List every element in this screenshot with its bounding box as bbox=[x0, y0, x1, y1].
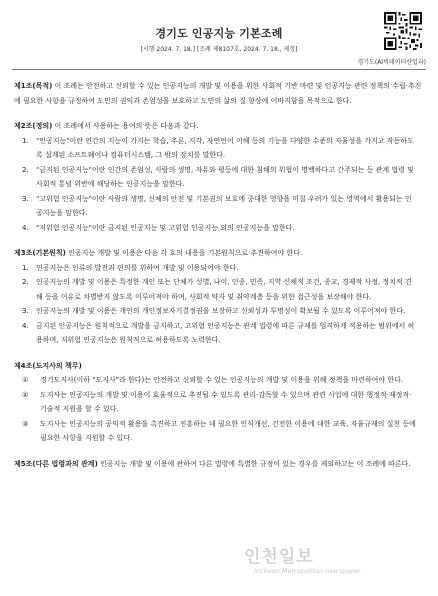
article-text: 이 조례에서 사용하는 용어의 뜻은 다음과 같다. bbox=[52, 122, 199, 130]
item-number: 1. bbox=[22, 263, 29, 272]
item-number: 3. bbox=[22, 307, 29, 315]
list-item bbox=[14, 163, 424, 192]
item-text: "고위험 인공지능"이란 사람의 생명, 신체의 안전 및 기본권의 보호에 중대한 영향을 미칠 우려가 있는 영역에서 활용되는 인공지능을 말한다. bbox=[36, 194, 412, 217]
article-text: 인공지능 개발 및 이용은 다음 각 호의 내용을 기본원칙으로 추진하여야 한다. bbox=[65, 249, 303, 257]
list-item bbox=[14, 221, 424, 236]
list-item bbox=[14, 319, 424, 348]
item-number: 3. bbox=[22, 194, 29, 203]
document-subtitle: [시행 2024. 7. 18.] [조례 제8107호, 2024. 7. 18., 제정] bbox=[140, 46, 298, 53]
item-number: 4. bbox=[22, 321, 29, 330]
department-label: 경기도(AI빅데이터산업과) bbox=[357, 59, 426, 66]
item-number: ③ bbox=[22, 419, 29, 428]
list-item bbox=[14, 192, 424, 221]
article-title: 제3조(기본원칙) bbox=[14, 249, 66, 257]
list-item bbox=[14, 373, 424, 388]
item-text: 금지된 인공지능은 원칙적으로 개발을 금지하고, 고위험 인공지능은 관계 법령에 따른 규제를 엄격하게 적용하는 범위에서 허용하며, 저위험 인공지능은 원칙적으로 허용하도록 노력한다. bbox=[36, 321, 415, 344]
article-text: 이 조례는 안전하고 신뢰할 수 있는 인공지능의 개발 및 이용을 위한 사회적 기반 마련 및 인공지능 관련 정책의 수립·추진에 필요한 사항을 규정하여 도민의 권익과 존엄성을 보호하고 도민의 삶의 질 향상에 이바지함을 목적으로 한다. bbox=[14, 82, 422, 105]
article-3 bbox=[14, 246, 424, 261]
item-number: 4. bbox=[22, 223, 29, 232]
article-2 bbox=[14, 119, 424, 134]
article-4 bbox=[14, 359, 424, 374]
article-title: 제4조(도지사의 책무) bbox=[14, 361, 82, 370]
article-title: 제1조(목적) bbox=[14, 82, 53, 90]
item-text: 도지사는 인공지능의 공익적 활용을 촉진하고 진흥하는 데 필요한 인식개선, 건전한 이용에 대한 교육, 자율규제의 실천 등에 필요한 사항을 지원할 수 있다. bbox=[40, 419, 416, 442]
item-text: "인공지능"이란 인간의 지능이 가지는 학습, 추론, 지각, 자연언어 이해 등의 기능을 다양한 수준의 자율성을 가지고 작동하도록 설계된 소프트웨어나 컴퓨터시스템, 그 밖의 장치를 말한다. bbox=[36, 136, 414, 159]
list-item bbox=[14, 261, 424, 276]
item-text: "금지된 인공지능"이란 인간의 존엄성, 사람의 생명, 자유와 평등에 대한 침해의 위협이 명백하다고 간주되는 등 관계 법령 및 사회적 통념 위반에 해당하는 인공지능을 말한다. bbox=[36, 165, 414, 188]
article-text: 인공지능 개발 및 이용에 관하여 다른 법령에 특별한 규정이 있는 경우를 제외하고는 이 조례에 따른다. bbox=[97, 459, 411, 468]
item-text: 경기도지사(이하 "도지사"라 한다)는 안전하고 신뢰할 수 있는 인공지능의 개발 및 이용을 위해 정책을 마련하여야 한다. bbox=[40, 376, 404, 384]
qr-code-icon bbox=[384, 12, 422, 50]
list-item bbox=[14, 134, 424, 163]
item-number: 2. bbox=[22, 278, 29, 286]
article-1 bbox=[14, 79, 424, 108]
item-text: 인공지능은 인류의 발전과 편의를 위하여 개발 및 이용되어야 한다. bbox=[36, 263, 239, 272]
list-item bbox=[14, 275, 424, 304]
header-divider bbox=[12, 69, 426, 70]
list-item bbox=[14, 304, 424, 319]
item-text: 인공지능의 개발 및 이용은 특정한 개인 또는 단체가 성별, 나이, 인종, 민족, 지역 신체적 조건, 종교, 경제적 사정, 정치적 견해 등을 이유로 차별받지 않도록 이루어져야 하며, 사회적 약자 및 취약계층 등을 위한 접근성을 보장해야 한다. bbox=[36, 278, 412, 301]
article-title: 제5조(다른 법령과의 관계) bbox=[14, 459, 98, 468]
document-body bbox=[14, 79, 424, 471]
item-text: 인공지능의 개발 및 이용은 개인의 개인정보자기결정권을 보장하고 신뢰성과 투명성이 확보될 수 있도록 이루어져야 한다. bbox=[36, 307, 406, 315]
item-number: 1. bbox=[22, 136, 29, 145]
item-number: 2. bbox=[22, 165, 29, 174]
item-text: 도지사는 인공지능의 개발 및 이용이 효율적으로 추진될 수 있도록 관리·감독할 수 있으며 관련 사업에 대한 행정적·재정적·기술적 지원을 할 수 있다. bbox=[40, 390, 412, 413]
article-5 bbox=[14, 457, 424, 472]
list-item bbox=[14, 388, 424, 417]
watermark-text: 인천일보 bbox=[244, 547, 314, 567]
newspaper-watermark bbox=[244, 540, 430, 584]
item-text: "저위험 인공지능"이란 금지된 인공지능 및 고위험 인공지능 외의 인공지능을 말한다. bbox=[36, 223, 295, 232]
item-number: ① bbox=[22, 376, 29, 384]
document-title: 경기도 인공지능 기본조례 bbox=[155, 27, 283, 40]
watermark-subtext: Incheon Metropolitan newspaper bbox=[254, 567, 361, 575]
article-title: 제2조(정의) bbox=[14, 122, 53, 130]
list-item bbox=[14, 417, 424, 446]
item-number: ② bbox=[22, 390, 29, 399]
